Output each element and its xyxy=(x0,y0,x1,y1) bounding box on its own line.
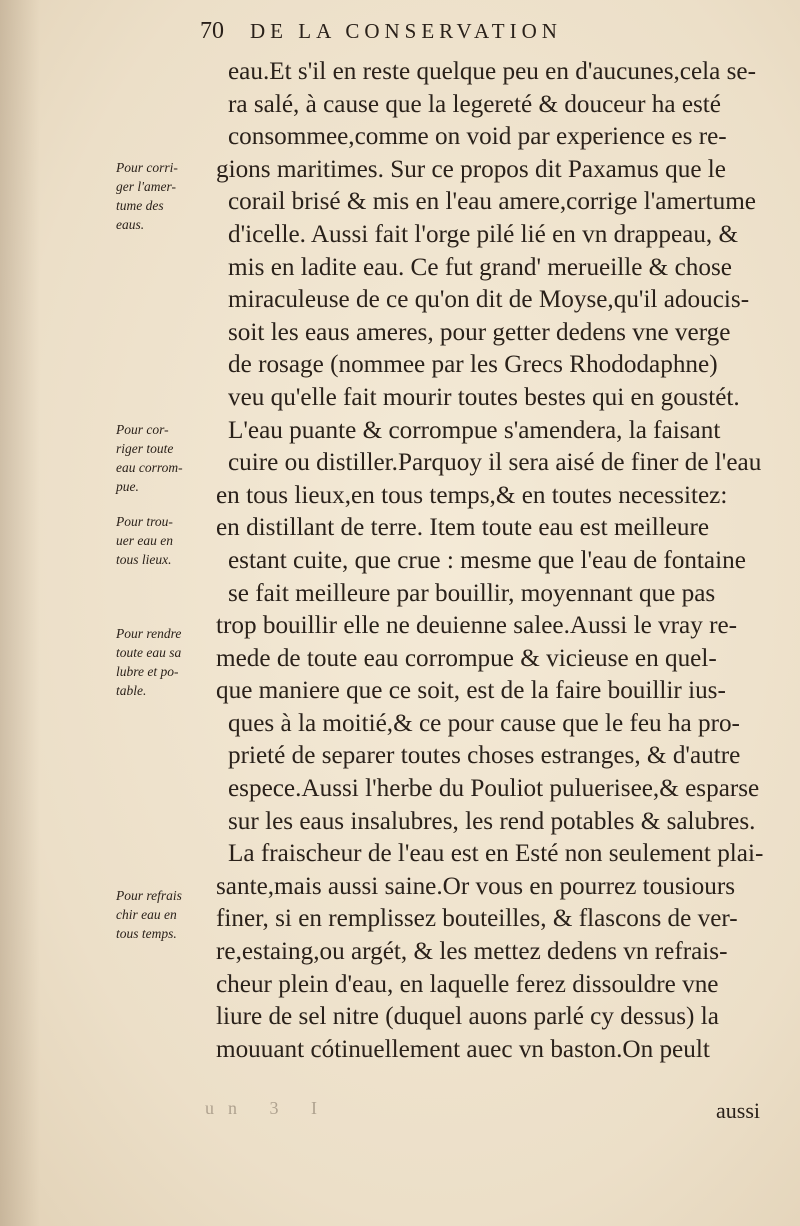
margin-note-line: lubre et po- xyxy=(116,664,179,679)
margin-note xyxy=(116,624,216,700)
margin-note-line: toute eau sa xyxy=(116,645,182,660)
text-line: ques à la moitié,& ce pour cause que le feu ha pro- xyxy=(228,709,740,737)
margin-note-line: riger toute xyxy=(116,441,174,456)
text-line: cuire ou distiller.Parquoy il sera aisé de finer de l'eau xyxy=(228,449,762,477)
margin-note-line: Pour corri- xyxy=(116,160,178,175)
margin-note-line: Pour trou- xyxy=(116,514,173,529)
margin-note-line: Pour rendre xyxy=(116,626,182,641)
text-line: ra salé, à cause que la legereté & douceur ha esté xyxy=(228,90,721,118)
text-line: cheur plein d'eau, en laquelle ferez dissouldre vne xyxy=(216,970,719,998)
margin-note-line: eau corrom- xyxy=(116,460,183,475)
margin-note xyxy=(116,512,216,569)
margin-note-line: chir eau en xyxy=(116,907,177,922)
margin-note xyxy=(116,420,216,496)
text-line: estant cuite, que crue : mesme que l'eau de fontaine xyxy=(228,546,746,574)
text-line: finer, si en remplissez bouteilles, & flascons de ver- xyxy=(216,905,738,933)
page-number: 70 xyxy=(200,18,224,44)
margin-note-line: tume des xyxy=(116,198,164,213)
margin-note-line: eaus. xyxy=(116,217,145,232)
text-line: trop bouillir elle ne deuienne salee.Aussi le vray re- xyxy=(216,612,738,640)
margin-note xyxy=(116,886,216,943)
text-line: se fait meilleure par bouillir, moyennant que pas xyxy=(228,579,716,607)
text-line: L'eau puante & corrompue s'amendera, la faisant xyxy=(228,416,721,444)
text-line: sur les eaus insalubres, les rend potables & salubres. xyxy=(228,807,756,835)
text-line: liure de sel nitre (duquel auons parlé cy dessus) la xyxy=(216,1003,719,1031)
margin-note-line: tous lieux. xyxy=(116,552,172,567)
margin-note-line: Pour cor- xyxy=(116,422,169,437)
text-line: eau.Et s'il en reste quelque peu en d'aucunes,cela se- xyxy=(228,58,756,85)
text-line: re,estaing,ou argét, & les mettez dedens vn refrais- xyxy=(216,938,728,966)
text-line: prieté de separer toutes choses estranges, & d'autre xyxy=(228,742,741,770)
gutter-shadow xyxy=(0,0,40,1226)
text-line: mouuant cótinuellement auec vn baston.On peult xyxy=(216,1035,710,1063)
text-line: que maniere que ce soit, est de la faire bouillir ius- xyxy=(216,677,726,705)
text-line: de rosage (nommee par les Grecs Rhododaphne) xyxy=(228,351,718,379)
margin-note-line: Pour refrais xyxy=(116,888,182,903)
running-title: DE LA CONSERVATION xyxy=(250,19,562,43)
text-line: veu qu'elle fait mourir toutes bestes qui en goustét. xyxy=(228,383,740,411)
text-line: mis en ladite eau. Ce fut grand' merueille & chose xyxy=(228,253,732,281)
body-text xyxy=(216,56,788,1066)
text-line: sante,mais aussi saine.Or vous en pourrez tousiours xyxy=(216,872,736,900)
margin-note-line: uer eau en xyxy=(116,533,173,548)
text-line: consommee,comme on void par experience es re- xyxy=(228,123,727,151)
margin-note xyxy=(116,158,216,234)
text-line: miraculeuse de ce qu'on dit de Moyse,qu'il adoucis- xyxy=(228,286,750,314)
margin-note-line: ger l'amer- xyxy=(116,179,176,194)
margin-note-line: tous temps. xyxy=(116,926,177,941)
text-line: corail brisé & mis en l'eau amere,corrige l'amertume xyxy=(228,188,756,216)
text-line: en distillant de terre. Item toute eau est meilleure xyxy=(216,514,710,542)
signature-marks: un 3 I xyxy=(205,1098,331,1118)
margin-note-line: pue. xyxy=(116,479,139,494)
running-head xyxy=(200,18,720,45)
text-line: gions maritimes. Sur ce propos dit Paxamus que le xyxy=(216,155,726,183)
text-line: mede de toute eau corrompue & vicieuse en quel- xyxy=(216,644,717,672)
text-line: d'icelle. Aussi fait l'orge pilé lié en vn drappeau, & xyxy=(228,220,739,248)
margin-note-line: table. xyxy=(116,683,147,698)
text-line: soit les eaus ameres, pour getter dedens vne verge xyxy=(228,318,731,346)
text-line: en tous lieux,en tous temps,& en toutes necessitez: xyxy=(216,481,728,509)
text-line: espece.Aussi l'herbe du Pouliot puluerisee,& esparse xyxy=(228,775,760,803)
catchword: aussi xyxy=(716,1098,760,1123)
text-line: La fraischeur de l'eau est en Esté non seulement plai- xyxy=(228,840,764,868)
